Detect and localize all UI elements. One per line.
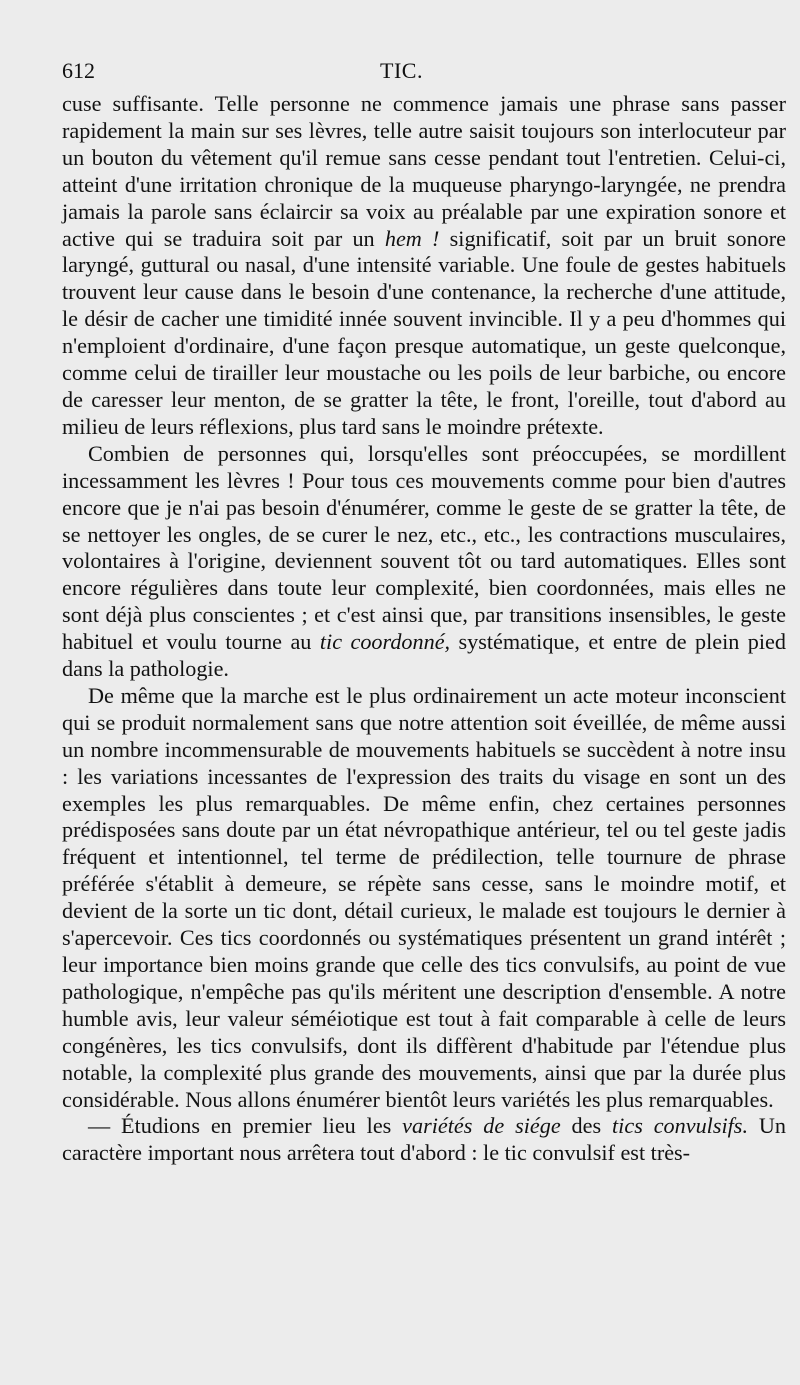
text-run: Combien de personnes qui, lorsqu'elles sont préoccupées, se mordillent incessamment les lèvres ! Pour tous ces mouvements comme pour bien d'autres encore que je n'ai pas besoin d'énumérer, comme le geste de se gratter la tête, de se nettoyer les ongles, de se curer le nez, etc., etc., les contractions musculaires, volontaires à l'origine, deviennent souvent tôt ou tard automatiques. Elles sont encore régulières dans toute leur complexité, bien coordonnées, mais elles ne sont déjà plus conscientes ; et c'est ainsi que, par transitions insensibles, le geste habituel et voulu tourne au <box>62 440 786 655</box>
paragraph-3 <box>62 683 786 1114</box>
italic-phrase: variétés de siége <box>402 1113 561 1139</box>
italic-phrase: tic coordonné, <box>319 629 451 655</box>
text-run: Un caractère important nous arrêtera tout d'abord : le tic convulsif est très- <box>62 1113 786 1166</box>
page-header <box>62 58 786 88</box>
text-run: De même que la marche est le plus ordinairement un acte moteur inconscient qui se produit normalement sans que notre attention soit éveillée, de même aussi un nombre incommensurable de mouvements habituels se succèdent à notre insu : les variations incessantes de l'expression des traits du visage en sont un des exemples les plus remarquables. De même enfin, chez certaines personnes prédisposées sans doute par un état névropathique antérieur, tel ou tel geste jadis fréquent et intentionnel, tel terme de prédilection, telle tournure de phrase préférée s'établit à demeure, se répète sans cesse, sans le moindre motif, et devient de la sorte un tic dont, détail curieux, le malade est toujours le dernier à s'apercevoir. Ces tics coordonnés ou systématiques présentent un grand intérêt ; leur importance bien moins grande que celle des tics convulsifs, au point de vue pathologique, n'empêche pas qu'ils méritent une description d'ensemble. A notre humble avis, leur valeur séméiotique est tout à fait comparable à celle de leurs congénères, les tics convulsifs, dont ils diffèrent d'habitude par l'étendue plus notable, la complexité plus grande des mouvements, ainsi que par la durée plus considérable. Nous allons énumérer bientôt leurs variétés les plus remarquables. <box>62 682 786 1112</box>
text-run: systématique, et entre de plein pied dans la pathologie. <box>62 629 786 682</box>
italic-phrase: hem ! <box>384 225 440 251</box>
page-number: 612 <box>62 58 95 83</box>
paragraph-2 <box>62 441 786 683</box>
text-run: des <box>560 1113 613 1139</box>
paragraph-4 <box>62 1113 786 1167</box>
running-title: TIC. <box>380 58 423 83</box>
body-text <box>62 91 786 1167</box>
paragraph-1 <box>62 91 786 441</box>
italic-phrase: tics convulsifs. <box>612 1113 748 1139</box>
text-run: — Étudions en premier lieu les <box>88 1113 403 1139</box>
text-run: cuse suffisante. Telle personne ne commence jamais une phrase sans passer rapidement la main sur ses lèvres, telle autre saisit toujours son interlocuteur par un bouton du vêtement qu'il remue sans cesse pendant tout l'entretien. Celui-ci, atteint d'une irritation chronique de la muqueuse pharyngo-laryngée, ne prendra jamais la parole sans éclaircir sa voix au préalable par une expiration sonore et active qui se traduira soit par un <box>62 91 786 251</box>
text-run: significatif, soit par un bruit sonore laryngé, guttural ou nasal, d'une intensité variable. Une foule de gestes habituels trouvent leur cause dans le besoin d'une contenance, la recherche d'une attitude, le désir de cacher une timidité innée souvent invincible. Il y a peu d'hommes qui n'emploient d'ordinaire, d'une façon presque automatique, un geste quelconque, comme celui de tirailler leur moustache ou les poils de leur barbiche, ou encore de caresser leur menton, de se gratter la tête, le front, l'oreille, tout d'abord au milieu de leurs réflexions, plus tard sans le moindre prétexte. <box>62 225 787 439</box>
